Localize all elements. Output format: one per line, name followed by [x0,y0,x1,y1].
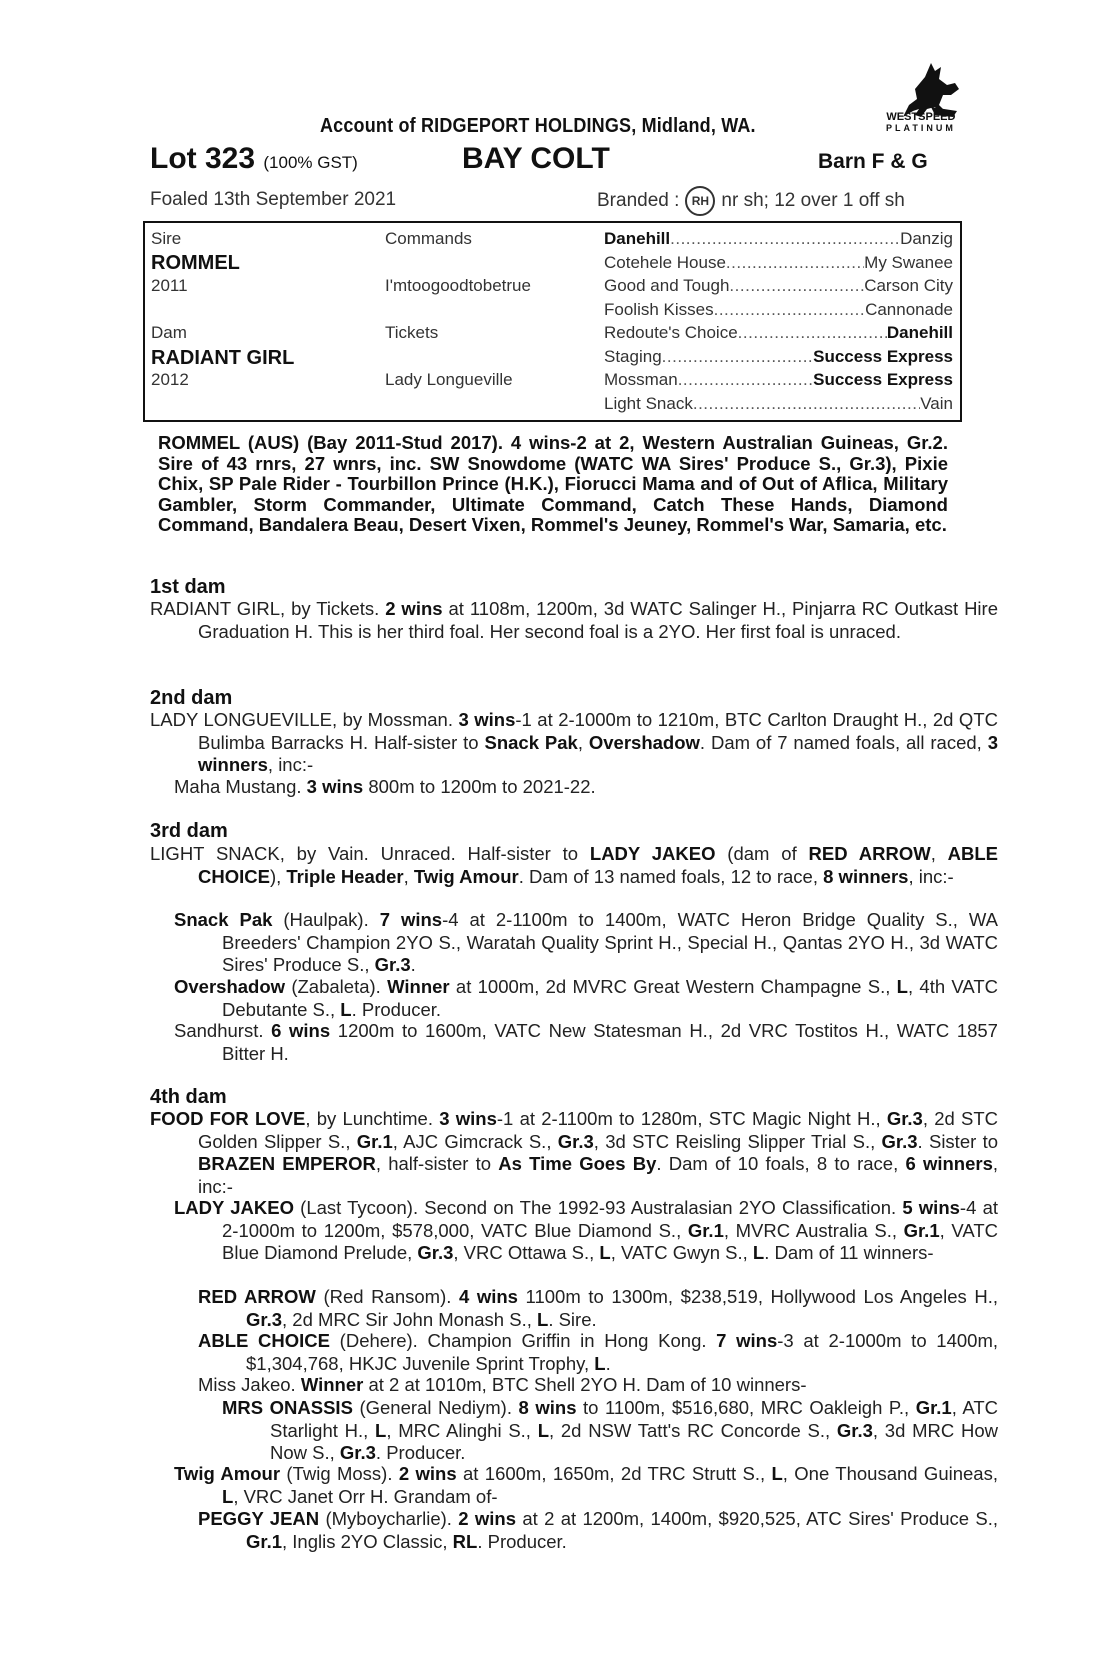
dam-dam: Lady Longueville [385,370,513,389]
brand-mark-icon: RH [685,186,715,216]
pedigree-row-left: Light Snack [604,393,693,413]
pedigree-row [604,323,953,343]
paragraph-3rd-dam: LIGHT SNACK, by Vain. Unraced. Half-sister to LADY JAKEO (dam of RED ARROW, ABLE CHOICE), Triple Header, Twig Amour. Dam of 13 named foals, 12 to race, 8 winners, inc:- [150,843,999,887]
pedigree-row-leader [714,300,865,320]
pedigree-row-right: My Swanee [864,252,953,272]
pedigree-row-leader [662,347,813,367]
logo-line-2: PLATINUM [886,123,956,133]
foaled-date: Foaled 13th September 2021 [150,189,397,210]
pedigree-row-leader [729,276,864,296]
sire-label: Sire [151,229,182,248]
pedigree-row-right: Vain [920,393,953,413]
pedigree-row-left: Good and Tough [604,276,730,295]
barn-location: Barn F & G [818,150,928,173]
paragraph-mrs-onassis: MRS ONASSIS (General Nediym). 8 wins to 1100m, $516,680, MRC Oakleigh P., Gr.1, ATC Starlight H., L, MRC Alinghi S., L, 2d NSW Tatt's RC Concorde S., Gr.3, 3d MRC How Now S., Gr.3. Producer. [222,1397,998,1463]
sire-year: 2011 [151,276,188,295]
pedigree-row [604,229,953,249]
pedigree-row-right: Carson City [864,276,953,295]
pedigree-row-leader [670,229,900,249]
pedigree-row-leader [693,394,920,414]
pedigree-row-left: Staging [604,346,662,366]
pedigree-row [604,347,953,367]
paragraph-red-arrow: RED ARROW (Red Ransom). 4 wins 1100m to 1300m, $238,519, Hollywood Los Angeles H., Gr.3, 2d MRC Sir John Monash S., L. Sire. [198,1286,998,1330]
lot-label: Lot 323 [150,142,256,175]
paragraph-maha-mustang: Maha Mustang. 3 wins 800m to 1200m to 2021-22. [174,776,596,797]
paragraph-snack-pak: Snack Pak (Haulpak). 7 wins-4 at 2-1100m to 1400m, WATC Heron Bridge Quality S., WA Breeders' Champion 2YO S., Waratah Quality Sprint H., Special H., Qantas 2YO H., 3d WATC Sires' Produce S., Gr.3. [174,909,998,975]
pedigree-row [604,253,953,273]
heading-2nd-dam: 2nd dam [150,687,233,709]
branded-label: Branded : [597,190,680,211]
account-line: Account of RIDGEPORT HOLDINGS, Midland, WA. [320,115,756,137]
paragraph-miss-jakeo: Miss Jakeo. Winner at 2 at 1010m, BTC Shell 2YO H. Dam of 10 winners- [198,1374,807,1395]
sire-name: ROMMEL [151,252,240,274]
logo-line-1: WESTSPEED [886,111,956,123]
pedigree-row-right: Cannonade [865,299,953,319]
pedigree-row-leader [678,370,813,390]
pedigree-row-right: Danzig [900,229,953,248]
pedigree-row-left: Cotehele House [604,252,726,272]
heading-4th-dam: 4th dam [150,1086,227,1108]
paragraph-twig-amour: Twig Amour (Twig Moss). 2 wins at 1600m, 1650m, 2d TRC Strutt S., L, One Thousand Guineas, L, VRC Janet Orr H. Grandam of- [174,1463,998,1507]
pedigree-row-left: Danehill [604,229,671,248]
pedigree-row [604,394,953,414]
paragraph-sandhurst: Sandhurst. 6 wins 1200m to 1600m, VATC New Statesman H., 2d VRC Tostitos H., WATC 1857 Bitter H. [174,1020,998,1064]
pedigree-row-left: Mossman [604,370,678,389]
pedigree-row-right: Danehill [886,323,953,342]
dam-year: 2012 [151,370,189,389]
pedigree-row-left: Foolish Kisses [604,299,714,319]
paragraph-overshadow: Overshadow (Zabaleta). Winner at 1000m, 2d MVRC Great Western Champagne S., L, 4th VATC Debutante S., L. Producer. [174,976,998,1020]
pedigree-row-right: Success Express [813,346,953,366]
horse-description: BAY COLT [462,142,610,175]
sire-summary: ROMMEL (AUS) (Bay 2011-Stud 2017). 4 wins-2 at 2, Western Australian Guineas, Gr.2. Sire of 43 rnrs, 27 wnrs, inc. SW Snowdome (WATC WA Sires' Produce S., Gr.3), Pixie Chix, SP Pale Rider - Tourbillon Prince (H.K.), Fiorucci Mama and of Out of Aflica, Military Gambler, Storm Commander, Ultimate Command, Catch These Hands, Diamond Command, Bandalera Beau, Desert Vixen, Rommel's Jeuney, Rommel's War, Samaria, etc. [158,432,948,535]
dam-sire: Tickets [385,323,439,342]
pedigree-row [604,300,953,320]
pedigree-row-right: Success Express [813,370,953,389]
paragraph-4th-dam: FOOD FOR LOVE, by Lunchtime. 3 wins-1 at 2-1100m to 1280m, STC Magic Night H., Gr.3, 2d STC Golden Slipper S., Gr.1, AJC Gimcrack S., Gr.3, 3d STC Reisling Slipper Trial S., Gr.3. Sister to BRAZEN EMPEROR, half-sister to As Time Goes By. Dam of 10 foals, 8 to race, 6 winners, inc:- [150,1108,999,1197]
sire-sire: Commands [385,229,472,248]
paragraph-lady-jakeo: LADY JAKEO (Last Tycoon). Second on The 1992-93 Australasian 2YO Classification. 5 wins-4 at 2-1000m to 1200m, $578,000, VATC Blue Diamond S., Gr.1, MVRC Australia S., Gr.1, VATC Blue Diamond Prelude, Gr.3, VRC Ottawa S., L, VATC Gwyn S., L. Dam of 11 winners- [174,1197,998,1263]
dam-name: RADIANT GIRL [151,347,295,369]
pedigree-row-leader [738,323,887,343]
pedigree-row-leader [726,253,864,273]
pedigree-row-left: Redoute's Choice [604,323,738,342]
pedigree-row [604,370,953,390]
heading-3rd-dam: 3rd dam [150,820,228,842]
lot-number [150,142,358,176]
paragraph-peggy-jean: PEGGY JEAN (Myboycharlie). 2 wins at 2 at 1200m, 1400m, $920,525, ATC Sires' Produce S., Gr.1, Inglis 2YO Classic, RL. Producer. [198,1508,998,1552]
sire-dam: I'mtoogoodtobetrue [385,276,531,295]
heading-1st-dam: 1st dam [150,576,226,598]
gst-note: (100% GST) [263,153,358,172]
paragraph-1st-dam: RADIANT GIRL, by Tickets. 2 wins at 1108m, 1200m, 3d WATC Salinger H., Pinjarra RC Outkast Hire Graduation H. This is her third foal. Her second foal is a 2YO. Her first foal is unraced. [150,598,998,642]
dam-label: Dam [151,323,187,342]
pedigree-row [604,276,953,296]
westspeed-logo-text [886,112,956,134]
branded-info [597,186,905,216]
paragraph-2nd-dam: LADY LONGUEVILLE, by Mossman. 3 wins-1 at 2-1000m to 1210m, BTC Carlton Draught H., 2d QTC Bulimba Barracks H. Half-sister to Snack Pak, Overshadow. Dam of 7 named foals, all raced, 3 winners, inc:- [150,709,999,775]
paragraph-able-choice: ABLE CHOICE (Dehere). Champion Griffin in Hong Kong. 7 wins-3 at 2-1000m to 1400m, $1,304,768, HKJC Juvenile Sprint Trophy, L. [198,1330,998,1374]
branded-details: nr sh; 12 over 1 off sh [721,190,905,211]
pedigree-table [143,221,962,422]
